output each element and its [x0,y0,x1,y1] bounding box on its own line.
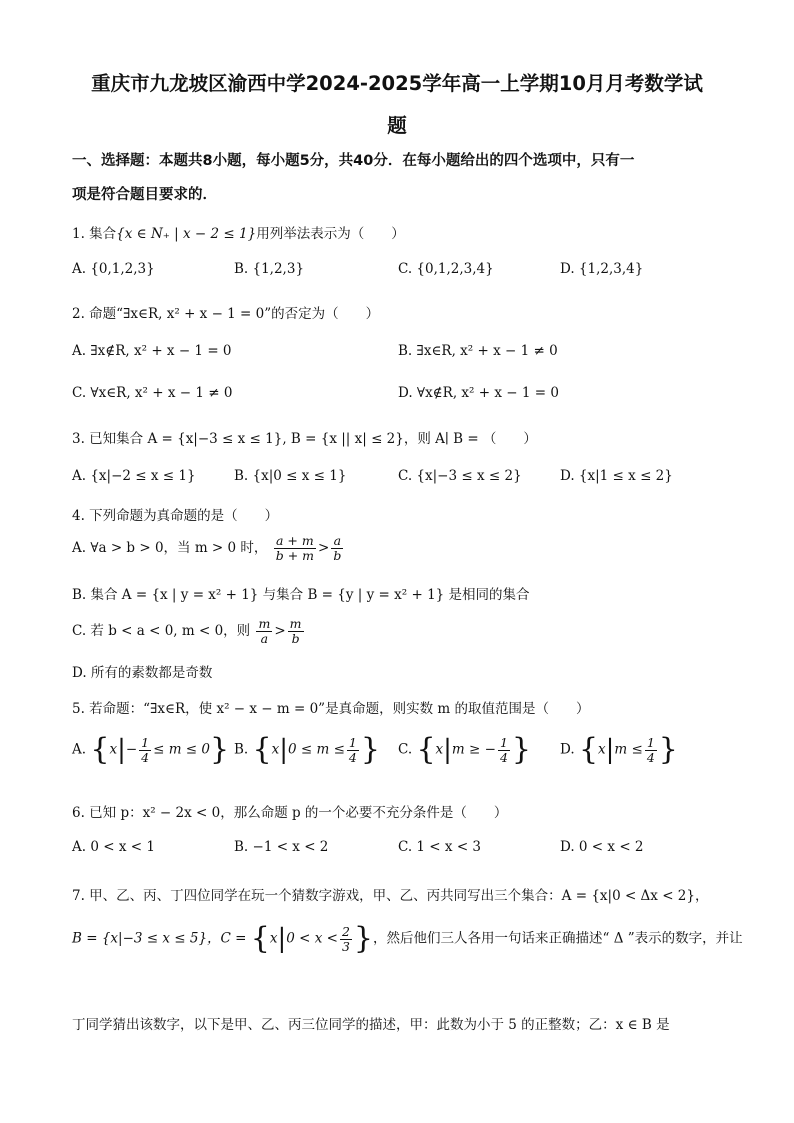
q4-c-text: C. 若 b < a < 0, m < 0，则 [72,623,251,639]
question-7-line3: 丁同学猜出该数字，以下是甲、乙、丙三位同学的描述，甲：此数为小于 5 的正整数；乙：x ∈ B 是 [72,1017,670,1033]
q5-d-label: D. [560,741,575,758]
q4-a-text: A. ∀a > b > 0，当 m > 0 时， [72,540,268,556]
q5-d-fraction [645,736,657,765]
q7-line2-rest: ，然后他们三人各用一句话来正确描述“ Δ ”表示的数字，并让 [373,930,743,947]
q4-c-den2: b [291,631,300,646]
q7-c-cond: 0 < x < [286,930,338,947]
q7-c-den: 3 [341,938,350,954]
q5-d-var: x [598,741,606,758]
q5-b-label: B. [234,741,249,758]
section-heading-cont: 项是符合题目要求的． [72,187,217,203]
q6-option-b: B. −1 < x < 2 [234,839,329,855]
q7-c-num: 2 [341,923,350,939]
q4-a-num1: a + m [274,534,316,549]
q3-option-d: D. {x|1 ≤ x ≤ 2} [560,468,673,484]
q1-option-d: D. {1,2,3,4} [560,261,644,277]
q5-b-var: x [271,741,280,758]
q6-option-c: C. 1 < x < 3 [398,839,482,855]
q5-a-rest: ≤ m ≤ 0 [153,741,210,758]
q4-option-b: B. 集合 A = {x | y = x² + 1} 与集合 B = {y | y = x² + 1} 是相同的集合 [72,587,530,603]
q4-a-fraction-1 [274,534,316,563]
q4-a-den2: b [333,548,342,563]
q5-option-c: C. {x|m ≥ − $\frac{1}{4}$ } [398,732,531,767]
q5-a-num: 1 [141,734,150,750]
q7-c-var: x [269,930,278,947]
q4-option-a [72,534,345,563]
q1-option-a: A. {0,1,2,3} [72,261,155,277]
q1-option-c: C. {0,1,2,3,4} [398,261,494,277]
q4-c-den1: a [260,631,269,646]
question-7-line1: 7. 甲、乙、丙、丁四位同学在玩一个猜数字游戏，甲、乙、丙共同写出三个集合：A = {x|0 < Δx < 2}， [72,888,709,904]
q5-d-den: 4 [646,749,655,765]
q5-d-rest: m ≤ [614,741,643,758]
question-3-stem: 3. 已知集合 A = {x|−3 ≤ x ≤ 1}, B = {x || x| ≤ 2}，则 A∣ B = （ ） [72,431,537,447]
q5-a-den: 4 [141,749,150,765]
q5-c-den: 4 [499,749,508,765]
q4-c-num2: m [289,616,302,631]
q5-d-num: 1 [646,734,655,750]
q3-option-c: C. {x|−3 ≤ x ≤ 2} [398,468,522,484]
q5-a-label: A. [72,741,87,758]
q4-a-den1: b + m [275,548,314,563]
question-1-stem [72,222,405,242]
q4-option-d: D. 所有的素数都是奇数 [72,665,213,681]
q5-a-var: x [109,741,118,758]
q5-c-label: C. [398,741,413,758]
q6-option-d: D. 0 < x < 2 [560,839,644,855]
q5-b-num: 1 [348,734,357,750]
q6-option-a: A. 0 < x < 1 [72,839,155,855]
q4-a-num2: a [331,534,343,549]
q5-a-fraction [139,736,151,765]
q1-set: {x ∈ N₊ | x − 2 ≤ 1} [116,226,257,242]
q5-option-d: D. {x|m ≤ $\frac{1}{4}$ } [560,732,678,767]
question-5-stem: 5. 若命题：“∃x∈R，使 x² − x − m = 0”是真命题，则实数 m 的取值范围是（ ） [72,701,590,717]
q5-a-minus: − [125,741,138,758]
question-7-line2: B = {x|−3 ≤ x ≤ 5}，C = {x|0 < x < $\frac{2}{3}$ }，然后他们三人各用一句话来正确描述“ Δ ”表示的数字，并让 [72,921,743,956]
q2-option-d: D. ∀x∉R, x² + x − 1 = 0 [398,385,559,401]
document-title-line2: 题 [387,114,407,137]
q4-a-fraction-2 [331,534,343,563]
question-4-stem: 4. 下列命题为真命题的是（ ） [72,508,279,524]
document-title-line1: 重庆市九龙坡区渝西中学2024-2025学年高一上学期10月月考数学试 [91,72,703,95]
section-heading: 一、选择题：本题共8小题，每小题5分，共40分．在每小题给出的四个选项中，只有一 [72,153,635,169]
q3-option-b: B. {x|0 ≤ x ≤ 1} [234,468,347,484]
q4-a-gt: > [318,540,330,556]
q3-option-a: A. {x|−2 ≤ x ≤ 1} [72,468,196,484]
question-2-stem: 2. 命题“∃x∈R, x² + x − 1 = 0”的否定为（ ） [72,306,380,322]
q2-option-b: B. ∃x∈R, x² + x − 1 ≠ 0 [398,343,558,359]
q5-c-rest: m ≥ − [451,741,496,758]
q7-c-fraction [340,925,352,954]
q5-c-fraction [498,736,510,765]
q1-stem-pre: 1. 集合 [72,226,117,242]
q5-c-var: x [435,741,444,758]
q5-option-b: B. {x|0 ≤ m ≤ $\frac{1}{4}$ } [234,732,380,767]
q2-option-a: A. ∃x∉R, x² + x − 1 = 0 [72,343,232,359]
q1-option-b: B. {1,2,3} [234,261,305,277]
question-6-stem: 6. 已知 p：x² − 2x < 0，那么命题 p 的一个必要不充分条件是（ ） [72,805,508,821]
q5-b-fraction [347,736,359,765]
q1-stem-post: 用列举法表示为（ ） [256,226,405,242]
q4-c-gt: > [274,623,286,639]
q7-sets-text: B = {x|−3 ≤ x ≤ 5}，C = [72,930,247,947]
q5-option-a: A. {x|− $\frac{1}{4}$ ≤ m ≤ 0} [72,732,230,767]
q4-option-c [72,617,306,646]
q4-c-fraction-1 [256,617,272,646]
q5-b-den: 4 [348,749,357,765]
q2-option-c: C. ∀x∈R, x² + x − 1 ≠ 0 [72,385,233,401]
q5-c-num: 1 [499,734,508,750]
q4-c-fraction-2 [288,617,304,646]
q5-b-rest: 0 ≤ m ≤ [288,741,345,758]
q4-c-num1: m [258,616,271,631]
